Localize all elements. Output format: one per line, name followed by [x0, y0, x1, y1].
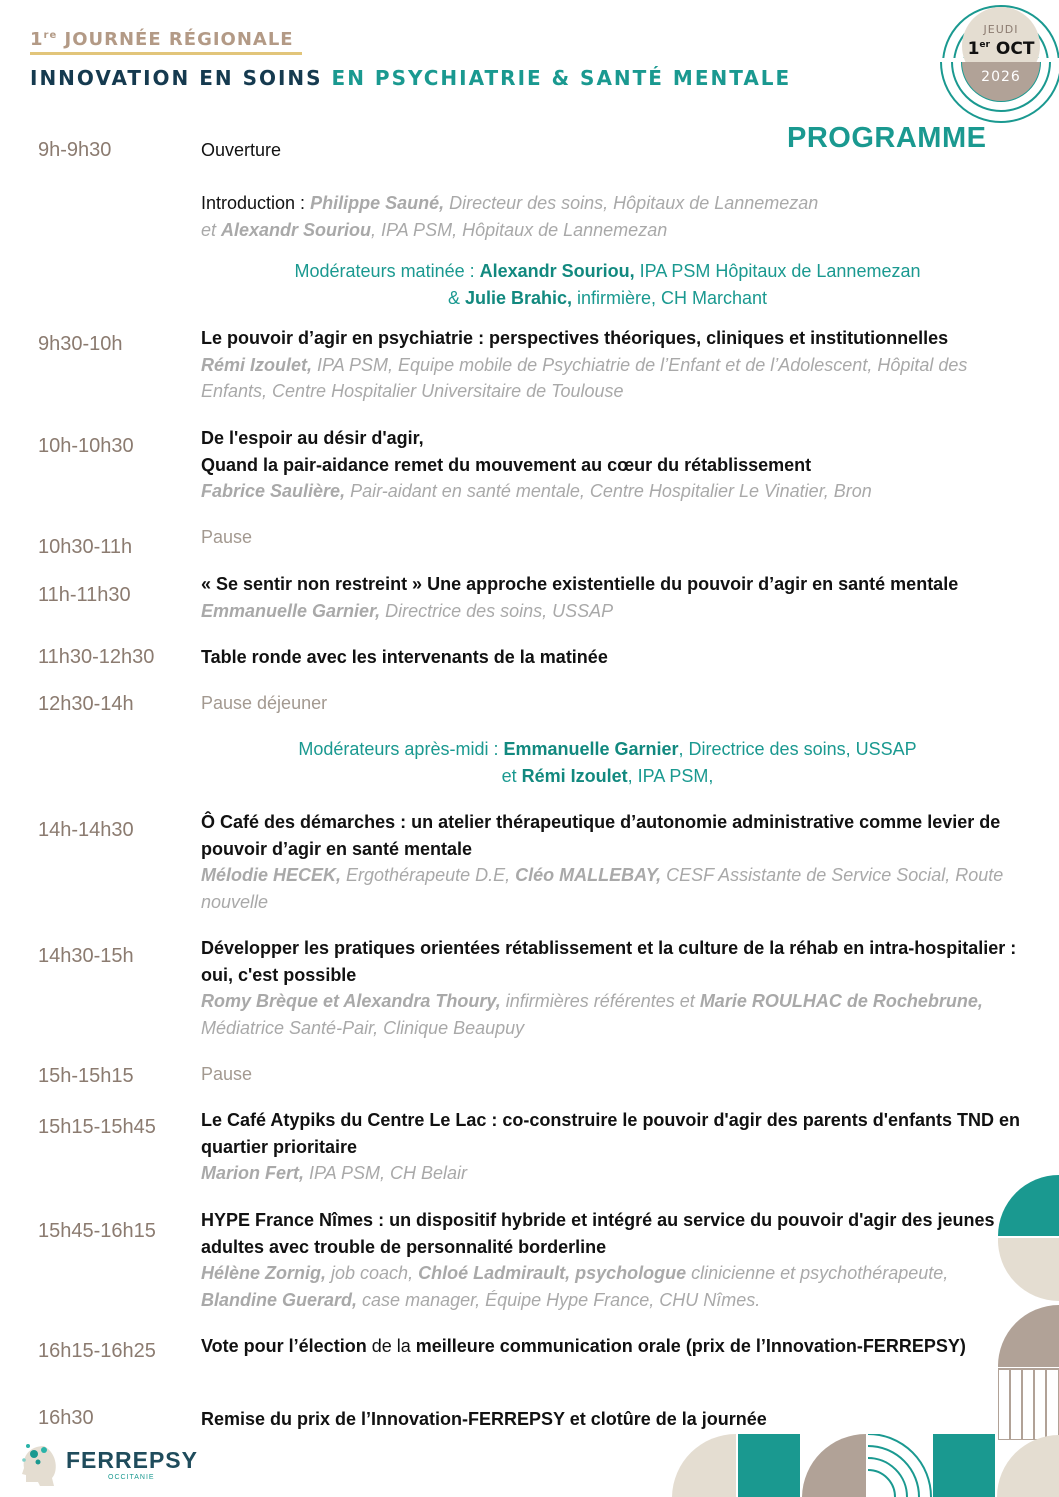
badge-year: 2026: [981, 69, 1021, 85]
lunch-break: Pause déjeuner: [201, 693, 328, 713]
opening-title: Ouverture: [201, 140, 282, 160]
session-2: De l'espoir au désir d'agir, Quand la pair-aidance remet du mouvement au cœur du rétablissement Fabrice Saulière, Pair-aidant en santé mentale, Centre Hospitalier Le Vinatier, Bron: [201, 428, 872, 502]
logo-region: OCCITANIE: [108, 1474, 155, 1481]
pause-1: Pause: [201, 527, 253, 547]
session-10: Remise du prix de l’Innovation-FERREPSY et clotûre de la journée: [201, 1409, 767, 1429]
decor-right-arch: [998, 1305, 1059, 1440]
header-underline: [30, 52, 302, 55]
programme-heading: PROGRAMME: [787, 122, 987, 154]
time-lunch: 12h30-14h: [38, 693, 134, 715]
badge-day: 1er OCT: [967, 39, 1035, 59]
time-session-4: 11h30-12h30: [38, 646, 155, 668]
introduction: Introduction : Philippe Sauné, Directeur des soins, Hôpitaux de Lannemezan et Alexandr Souriou, IPA PSM, Hôpitaux de Lannemezan: [201, 193, 819, 240]
pause-2: Pause: [201, 1064, 253, 1084]
event-title: INNOVATION EN SOINS EN PSYCHIATRIE & SANTÉ MENTALE: [30, 66, 792, 90]
badge-weekday: JEUDI: [983, 23, 1019, 36]
moderators-morning: Modérateurs matinée : Alexandr Souriou, IPA PSM Hôpitaux de Lannemezan & Julie Brahic, infirmière, CH Marchant: [294, 261, 921, 308]
time-session-6: 14h30-15h: [38, 945, 134, 967]
time-session-5: 14h-14h30: [38, 819, 134, 841]
decor-bottom-blocks: [672, 1434, 1059, 1497]
time-pause-2: 15h-15h15: [38, 1065, 134, 1087]
time-session-3: 11h-11h30: [38, 584, 131, 606]
edition-title: 1re JOURNÉE RÉGIONALE: [30, 29, 294, 50]
session-3: « Se sentir non restreint » Une approche existentielle du pouvoir d’agir en santé mentale Emmanuelle Garnier, Directrice des soins, USSAP: [201, 574, 959, 621]
time-opening: 9h-9h30: [38, 139, 112, 161]
time-session-10: 16h30: [38, 1407, 94, 1429]
ferrepsy-logo-icon: [14, 1438, 62, 1486]
moderators-afternoon: Modérateurs après-midi : Emmanuelle Garnier, Directrice des soins, USSAP et Rémi Izoulet, IPA PSM,: [298, 739, 917, 786]
time-session-9: 16h15-16h25: [38, 1340, 156, 1362]
time-session-2: 10h-10h30: [38, 435, 134, 457]
time-session-7: 15h15-15h45: [38, 1116, 156, 1138]
decor-right-blocks: [998, 1175, 1059, 1305]
date-badge: [935, 0, 1059, 130]
session-8: HYPE France Nîmes : un dispositif hybride et intégré au service du pouvoir d'agir des jeunes adultes avec trouble de personnalité borderline Hélène Zornig, job coach, Chloé Ladmirault, psychologue clinicienne et psychothérapeute, Blandine Guerard, case manager, Équipe Hype France, CHU Nîmes.: [201, 1210, 995, 1310]
session-1: Le pouvoir d’agir en psychiatrie : perspectives théoriques, cliniques et institutionnelles Rémi Izoulet, IPA PSM, Equipe mobile de Psychiatrie de l’Enfant et de l’Adolescent, Hôpital des Enfants, Centre Hospitalier Universitaire de Toulouse: [201, 328, 968, 402]
session-7: Le Café Atypiks du Centre Le Lac : co-construire le pouvoir d'agir des parents d'enfants TND en quartier prioritaire Marion Fert, IPA PSM, CH Belair: [201, 1110, 1021, 1184]
time-session-1: 9h30-10h: [38, 333, 123, 355]
session-6: Développer les pratiques orientées rétablissement et la culture de la réhab en intra-hospitalier : oui, c'est possible Romy Brèque et Alexandra Thoury, infirmières référentes et Marie ROULHAC de Rochebrune, Médiatrice Santé-Pair, Clinique Beaupuy: [201, 938, 1017, 1038]
session-4: Table ronde avec les intervenants de la matinée: [201, 647, 608, 667]
time-pause-1: 10h30-11h: [38, 536, 133, 558]
logo-name: FERREPSY: [66, 1447, 198, 1473]
session-9: Vote pour l’élection de la meilleure communication orale (prix de l’Innovation-FERREPSY): [201, 1336, 966, 1356]
session-5: Ô Café des démarches : un atelier thérapeutique d’autonomie administrative comme levier de pouvoir d’agir en santé mentale Mélodie HECEK, Ergothérapeute D.E, Cléo MALLEBAY, CESF Assistante de Service Social, Route nouvelle: [201, 812, 1004, 912]
time-session-8: 15h45-16h15: [38, 1220, 156, 1242]
